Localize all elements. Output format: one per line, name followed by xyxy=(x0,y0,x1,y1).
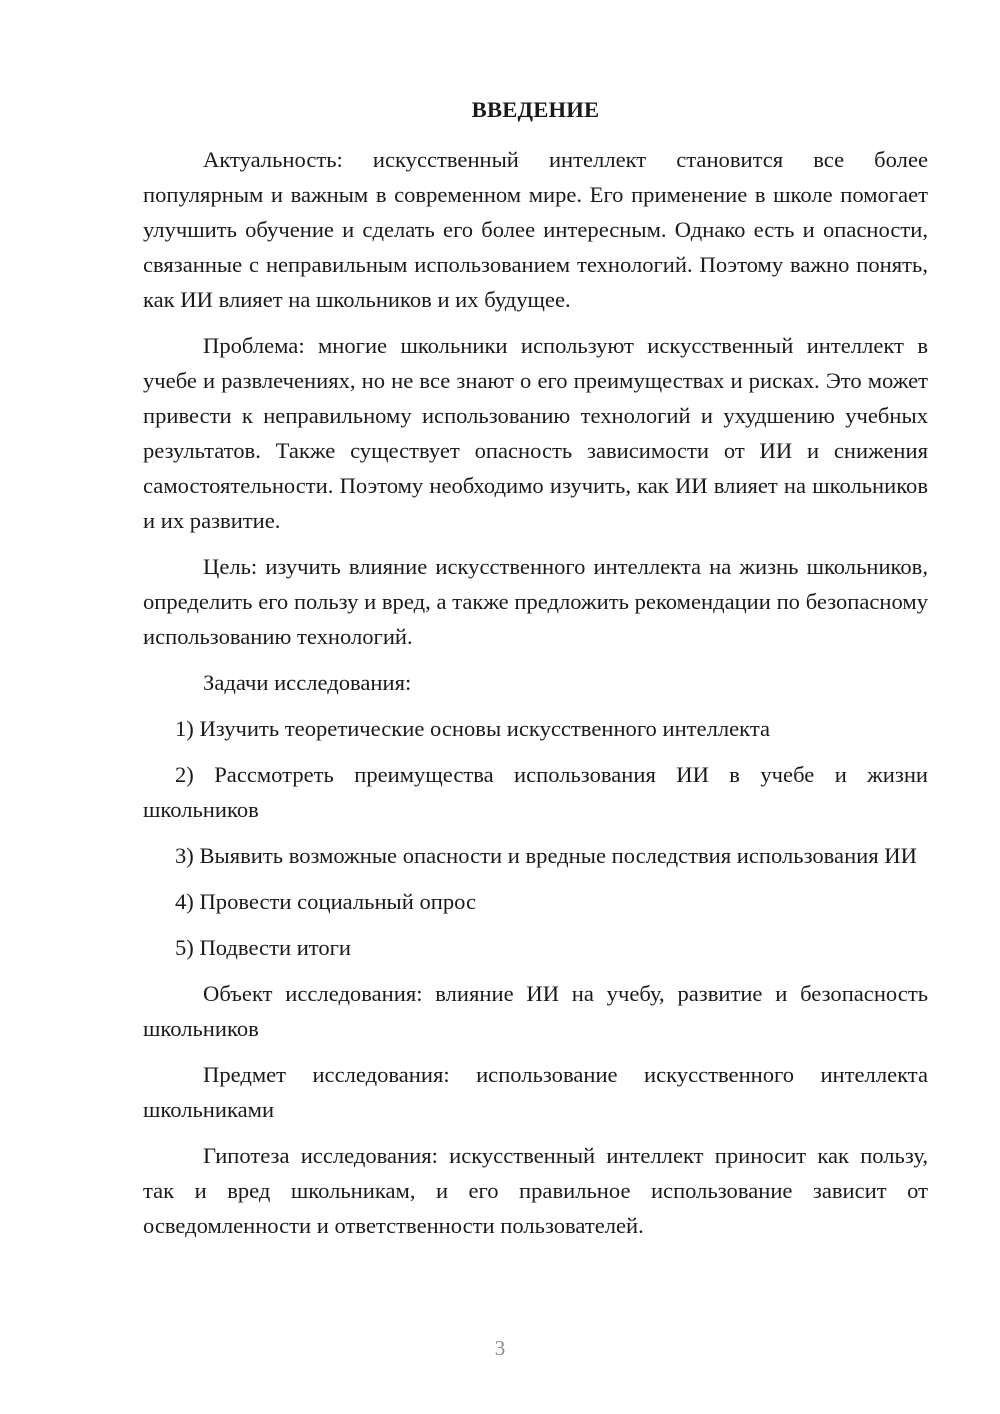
page-number: 3 xyxy=(494,1336,506,1360)
paragraph-hypothesis: Гипотеза исследования: искусственный интеллект приносит как пользу, так и вред школьникам, и его правильное использование зависит от осведомленности и ответственности пользователей. xyxy=(143,1143,928,1238)
paragraph-relevance: Актуальность: искусственный интеллект становится все более популярным и важным в современном мире. Его применение в школе помогает улучшить обучение и сделать его более интересным. Однако есть и опасности, связанные с неправильным использованием технологий. Поэтому важно понять, как ИИ влияет на школьников и их будущее. xyxy=(143,147,928,312)
paragraph-tasks-heading: Задачи исследования: xyxy=(203,670,412,695)
task-item: 1) Изучить теоретические основы искусственного интеллекта xyxy=(175,716,771,741)
task-item: 5) Подвести итоги xyxy=(175,935,352,960)
task-item: 3) Выявить возможные опасности и вредные последствия использования ИИ xyxy=(175,843,917,868)
page-title: ВВЕДЕНИЕ xyxy=(471,97,600,122)
paragraph-subject: Предмет исследования: использование искусственного интеллекта школьниками xyxy=(143,1062,928,1122)
page-content xyxy=(143,95,928,1254)
task-item: 2) Рассмотреть преимущества использования ИИ в учебе и жизни школьников xyxy=(143,762,928,822)
task-item: 4) Провести социальный опрос xyxy=(175,889,477,914)
paragraph-object: Объект исследования: влияние ИИ на учебу, развитие и безопасность школьников xyxy=(143,981,928,1041)
paragraph-goal: Цель: изучить влияние искусственного интеллекта на жизнь школьников, определить его пользу и вред, а также предложить рекомендации по безопасному использованию технологий. xyxy=(143,554,928,649)
paragraph-problem: Проблема: многие школьники используют искусственный интеллект в учебе и развлечениях, но не все знают о его преимуществах и рисках. Это может привести к неправильному использованию технологий и ухудшению учебных результатов. Также существует опасность зависимости от ИИ и снижения самостоятельности. Поэтому необходимо изучить, как ИИ влияет на школьников и их развитие. xyxy=(143,333,928,533)
